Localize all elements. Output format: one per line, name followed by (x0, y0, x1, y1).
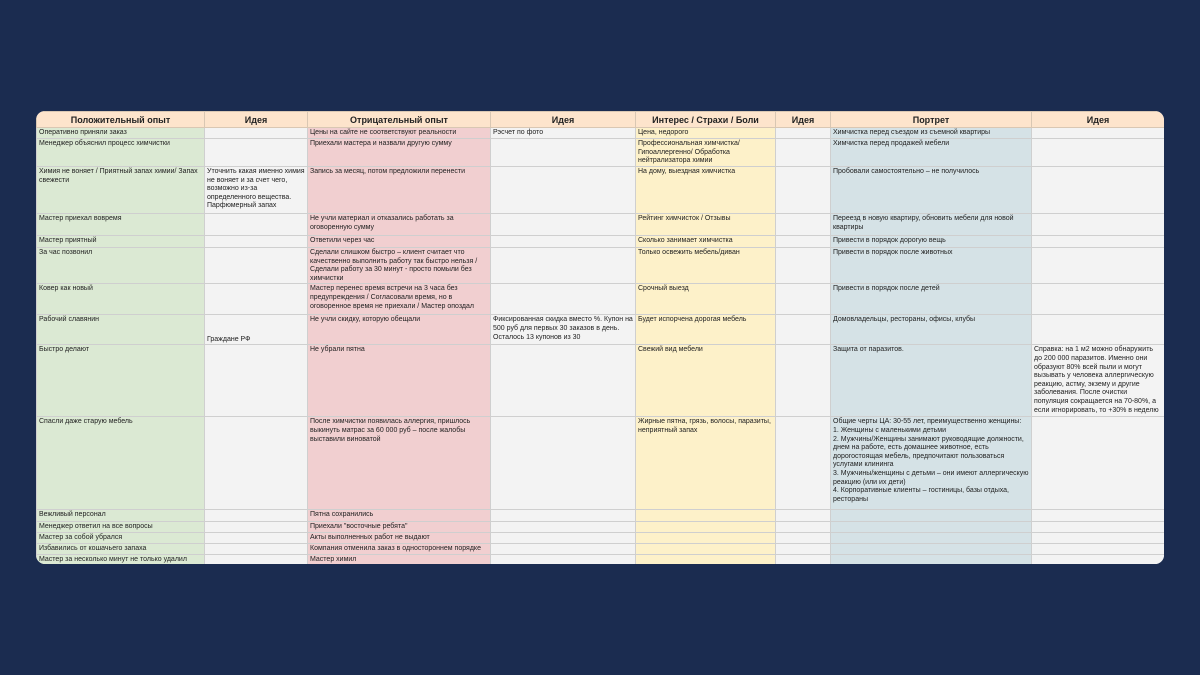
cell-portrait[interactable]: Общие черты ЦА: 30-55 лет, преимущественно женщины: 1. Женщины с маленькими детьми 2. Мужчины/Женщины занимают руководящие должности, днем на работе, есть домашнее животное, есть дорогостоящая мебель, предпочитают пользоваться услугами клининга 3. Мужчины/женщины с детьми – они имеют аллергическую реакцию (или их дети) 4. Корпоративные клиенты – гостиницы, базы отдыха, рестораны (831, 417, 1032, 510)
cell-positive-experience[interactable]: Мастер за несколько минут не только удалил (37, 555, 205, 564)
cell-negative-experience[interactable]: Не убрали пятна (308, 345, 491, 417)
cell-portrait[interactable]: Привести в порядок дорогую вещь (831, 236, 1032, 248)
cell-positive-experience[interactable]: Мастер за собой убрался (37, 533, 205, 544)
cell-negative-experience[interactable]: Цены на сайте не соответствуют реальности (308, 128, 491, 139)
cell-positive-experience[interactable]: Избавились от кошачьего запаха (37, 544, 205, 555)
cell-idea[interactable] (776, 510, 831, 522)
cell-positive-experience[interactable]: Спасли даже старую мебель (37, 417, 205, 510)
cell-idea[interactable] (776, 236, 831, 248)
table-row (37, 236, 1165, 248)
cell-negative-experience[interactable]: Ответили через час (308, 236, 491, 248)
cell-idea[interactable] (776, 284, 831, 315)
cell-negative-experience[interactable]: Пятна сохранились (308, 510, 491, 522)
cell-idea[interactable] (1032, 510, 1165, 522)
cell-idea[interactable] (205, 284, 308, 315)
table-row (37, 167, 1165, 214)
cell-positive-experience[interactable]: Менеджер ответил на все вопросы (37, 522, 205, 533)
cell-idea[interactable] (776, 214, 831, 236)
cell-idea[interactable] (776, 315, 831, 345)
cell-idea[interactable] (1032, 248, 1165, 284)
cell-positive-experience[interactable]: Вежливый персонал (37, 510, 205, 522)
cell-idea[interactable] (1032, 555, 1165, 564)
cell-idea[interactable] (205, 555, 308, 564)
cell-portrait[interactable] (831, 555, 1032, 564)
cell-idea[interactable] (1032, 128, 1165, 139)
cell-positive-experience[interactable]: Ковер как новый (37, 284, 205, 315)
cell-idea[interactable] (1032, 533, 1165, 544)
cell-idea[interactable] (205, 214, 308, 236)
cell-idea[interactable]: Фиксированная скидка вместо %. Купон на 500 руб для первых 30 заказов в день. Осталось 13 купонов из 30 (491, 315, 636, 345)
header-idea[interactable]: Идея (1032, 112, 1165, 128)
cell-idea[interactable] (776, 128, 831, 139)
cell-interests-fears-pains[interactable] (636, 522, 776, 533)
cell-negative-experience[interactable]: Мастер химил (308, 555, 491, 564)
spreadsheet (36, 111, 1164, 564)
cell-idea[interactable] (1032, 139, 1165, 167)
cell-idea[interactable] (205, 417, 308, 510)
cell-portrait[interactable] (831, 544, 1032, 555)
table-row (37, 555, 1165, 564)
cell-interests-fears-pains[interactable]: Только освежить мебель/диван (636, 248, 776, 284)
cell-portrait[interactable]: Химчистка перед продажей мебели (831, 139, 1032, 167)
cell-idea[interactable] (776, 345, 831, 417)
cell-positive-experience[interactable]: Рабочий славянин (37, 315, 205, 345)
cell-negative-experience[interactable]: Акты выполненных работ не выдают (308, 533, 491, 544)
cell-negative-experience[interactable]: Сделали слишком быстро – клиент считает что качественно выполнить работу так быстро нельзя / Сделали работу за 30 минут - просто помыли без химчистки (308, 248, 491, 284)
cell-idea[interactable] (491, 248, 636, 284)
cell-idea[interactable] (491, 533, 636, 544)
cell-portrait[interactable]: Защита от паразитов. (831, 345, 1032, 417)
cell-portrait[interactable]: Химчистка перед съездом из съемной квартиры (831, 128, 1032, 139)
cell-idea[interactable]: Уточнить какая именно химия не воняет и за счет чего, возможно из-за определенного вещества. Парфюмерный запах (205, 167, 308, 214)
cell-positive-experience[interactable]: За час позвонил (37, 248, 205, 284)
cell-idea[interactable] (491, 345, 636, 417)
cell-idea[interactable] (491, 510, 636, 522)
cell-idea[interactable] (1032, 522, 1165, 533)
header-interests-fears-pains[interactable]: Интерес / Страхи / Боли (636, 112, 776, 128)
cell-idea[interactable] (1032, 417, 1165, 510)
table-row (37, 214, 1165, 236)
cell-idea[interactable] (491, 167, 636, 214)
table-row (37, 248, 1165, 284)
cell-interests-fears-pains[interactable]: Будет испорчена дорогая мебель (636, 315, 776, 345)
cell-positive-experience[interactable]: Оперативно приняли заказ (37, 128, 205, 139)
cell-interests-fears-pains[interactable]: Срочный выезд (636, 284, 776, 315)
header-idea[interactable]: Идея (776, 112, 831, 128)
table-row (37, 139, 1165, 167)
cell-portrait[interactable]: Пробовали самостоятельно – не получилось (831, 167, 1032, 214)
table-row (37, 533, 1165, 544)
cell-portrait[interactable]: Переезд в новую квартиру, обновить мебели для новой квартиры (831, 214, 1032, 236)
table-row (37, 417, 1165, 510)
cell-idea[interactable] (776, 167, 831, 214)
cell-idea[interactable] (776, 555, 831, 564)
cell-interests-fears-pains[interactable] (636, 533, 776, 544)
cell-positive-experience[interactable]: Химия не воняет / Приятный запах химии/ Запах свежести (37, 167, 205, 214)
header-negative-experience[interactable]: Отрицательный опыт (308, 112, 491, 128)
table-row (37, 128, 1165, 139)
cell-negative-experience[interactable]: Не учли скидку, которую обещали (308, 315, 491, 345)
cell-portrait[interactable]: Привести в порядок после детей (831, 284, 1032, 315)
cell-idea[interactable] (1032, 167, 1165, 214)
cell-idea[interactable] (205, 345, 308, 417)
cell-interests-fears-pains[interactable]: Сколько занимает химчистка (636, 236, 776, 248)
cell-interests-fears-pains[interactable]: Свежий вид мебели (636, 345, 776, 417)
cell-idea[interactable] (491, 544, 636, 555)
cell-idea[interactable] (205, 128, 308, 139)
cell-idea[interactable] (1032, 214, 1165, 236)
cell-interests-fears-pains[interactable] (636, 544, 776, 555)
cell-interests-fears-pains[interactable]: Профессиональная химчистка/ Гипоаллергенно/ Обработка нейтрализатора химии (636, 139, 776, 167)
cell-idea[interactable] (776, 248, 831, 284)
cell-negative-experience[interactable]: Запись за месяц, потом предложили перенести (308, 167, 491, 214)
header-portrait[interactable]: Портрет (831, 112, 1032, 128)
table-row (37, 284, 1165, 315)
cell-idea[interactable] (491, 139, 636, 167)
cell-interests-fears-pains[interactable] (636, 510, 776, 522)
cell-positive-experience[interactable]: Менеджер объяснил процесс химчистки (37, 139, 205, 167)
cell-negative-experience[interactable]: Приехали мастера и назвали другую сумму (308, 139, 491, 167)
cell-positive-experience[interactable]: Мастер приятный (37, 236, 205, 248)
cell-idea[interactable]: Рэсчет по фото (491, 128, 636, 139)
table-row (37, 510, 1165, 522)
cell-interests-fears-pains[interactable] (636, 555, 776, 564)
cell-idea[interactable] (1032, 236, 1165, 248)
cell-idea[interactable] (491, 284, 636, 315)
cell-idea[interactable]: Граждане РФ (205, 315, 308, 345)
cell-idea[interactable] (491, 522, 636, 533)
customer-research-table (36, 111, 1164, 564)
header-row (37, 112, 1165, 128)
cell-interests-fears-pains[interactable]: Цена, недорого (636, 128, 776, 139)
cell-portrait[interactable]: Домовладельцы, рестораны, офисы, клубы (831, 315, 1032, 345)
cell-positive-experience[interactable]: Быстро делают (37, 345, 205, 417)
cell-idea[interactable] (776, 139, 831, 167)
cell-negative-experience[interactable]: После химчистки появилась аллергия, пришлось выкинуть матрас за 60 000 руб – после жалобы выставили виноватой (308, 417, 491, 510)
cell-idea[interactable] (491, 417, 636, 510)
cell-idea[interactable] (1032, 284, 1165, 315)
cell-idea[interactable] (1032, 315, 1165, 345)
cell-idea[interactable] (776, 522, 831, 533)
cell-portrait[interactable] (831, 522, 1032, 533)
cell-idea[interactable] (1032, 544, 1165, 555)
cell-idea[interactable] (776, 533, 831, 544)
table-row (37, 522, 1165, 533)
cell-idea[interactable] (205, 522, 308, 533)
cell-positive-experience[interactable]: Мастер приехал вовремя (37, 214, 205, 236)
cell-idea[interactable] (205, 139, 308, 167)
cell-portrait[interactable]: Привести в порядок после животных (831, 248, 1032, 284)
cell-idea[interactable] (776, 544, 831, 555)
header-positive-experience[interactable]: Положительный опыт (37, 112, 205, 128)
cell-negative-experience[interactable]: Не учли материал и отказались работать за оговоренную сумму (308, 214, 491, 236)
cell-idea[interactable] (491, 236, 636, 248)
cell-idea[interactable] (205, 544, 308, 555)
cell-portrait[interactable] (831, 533, 1032, 544)
cell-idea[interactable] (491, 555, 636, 564)
header-idea[interactable]: Идея (491, 112, 636, 128)
cell-idea[interactable]: Справка: на 1 м2 можно обнаружить до 200 000 паразитов. Именно они образуют 80% всей пыли и могут вызывать у человека аллергическую реакцию, астму, экзему и другие заболевания. После очистки популяция сокращается на 70-80%, а если игнорировать, то +30% в неделю (1032, 345, 1165, 417)
cell-portrait[interactable] (831, 510, 1032, 522)
header-idea[interactable]: Идея (205, 112, 308, 128)
cell-idea[interactable] (205, 248, 308, 284)
table-row (37, 345, 1165, 417)
cell-negative-experience[interactable]: Приехали "восточные ребята" (308, 522, 491, 533)
table-row (37, 544, 1165, 555)
table-row (37, 315, 1165, 345)
cell-idea[interactable] (776, 417, 831, 510)
cell-idea[interactable] (491, 214, 636, 236)
cell-idea[interactable] (205, 236, 308, 248)
cell-interests-fears-pains[interactable]: Жирные пятна, грязь, волосы, паразиты, неприятный запах (636, 417, 776, 510)
cell-negative-experience[interactable]: Компания отменила заказ в одностороннем порядке (308, 544, 491, 555)
cell-interests-fears-pains[interactable]: На дому, выездная химчистка (636, 167, 776, 214)
cell-idea[interactable] (205, 510, 308, 522)
cell-interests-fears-pains[interactable]: Рейтинг химчисток / Отзывы (636, 214, 776, 236)
cell-idea[interactable] (205, 533, 308, 544)
cell-negative-experience[interactable]: Мастер перенес время встречи на 3 часа без предупреждения / Согласовали время, но в оговоренное время не приехали / Мастер опоздал (308, 284, 491, 315)
